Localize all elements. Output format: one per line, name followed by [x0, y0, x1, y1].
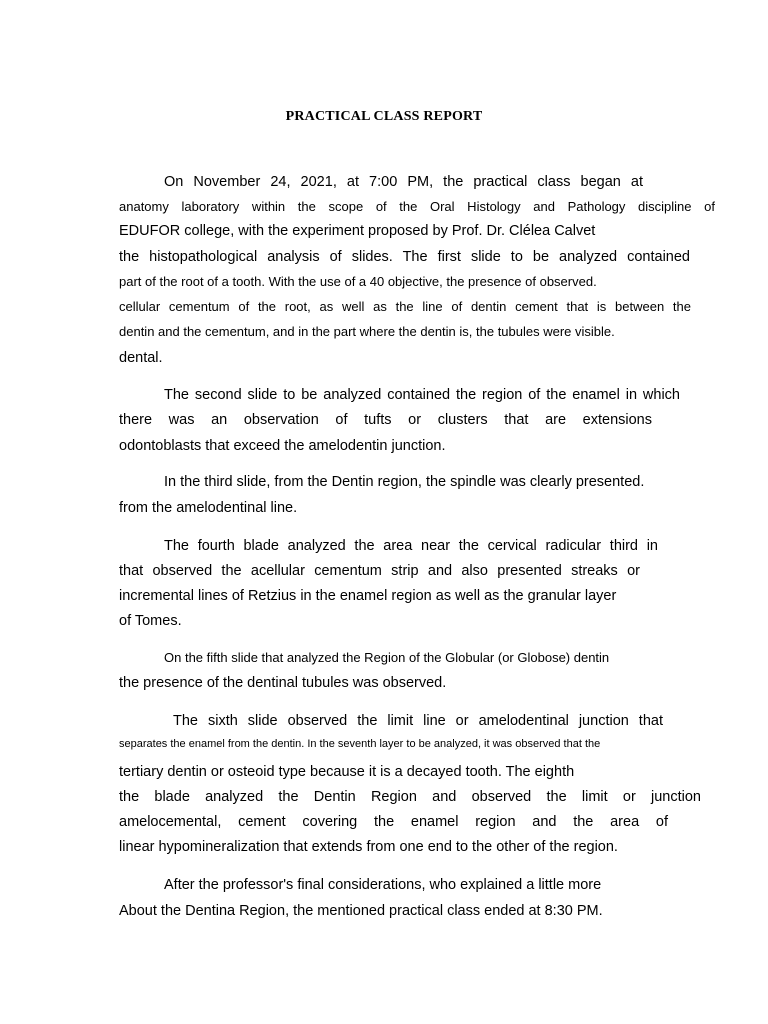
text-line: The second slide to be analyzed contained the region of the enamel in which — [164, 387, 680, 403]
text-line: amelocemental, cement covering the enamel region and the area of — [119, 814, 668, 830]
text-line: the histopathological analysis of slides. The first slide to be analyzed contained — [119, 249, 690, 265]
text-line: the presence of the dentinal tubules was observed. — [119, 675, 447, 691]
text-line: dentin and the cementum, and in the part where the dentin is, the tubules were visible. — [119, 324, 615, 339]
text-line: tertiary dentin or osteoid type because it is a decayed tooth. The eighth — [119, 764, 575, 780]
text-line: odontoblasts that exceed the amelodentin junction. — [119, 438, 446, 454]
text-line: The fourth blade analyzed the area near the cervical radicular third in — [164, 538, 658, 554]
text-line: that observed the acellular cementum strip and also presented streaks or — [119, 563, 640, 579]
text-line: On November 24, 2021, at 7:00 PM, the practical class began at — [164, 174, 643, 190]
text-line: there was an observation of tufts or clusters that are extensions — [119, 412, 652, 428]
text-line: of Tomes. — [119, 613, 182, 629]
text-line: The sixth slide observed the limit line or amelodentinal junction that — [173, 713, 663, 729]
text-line: About the Dentina Region, the mentioned practical class ended at 8:30 PM. — [119, 903, 603, 919]
text-line: the blade analyzed the Dentin Region and observed the limit or junction — [119, 789, 701, 805]
text-line: dental. — [119, 350, 163, 366]
text-line: anatomy laboratory within the scope of the Oral Histology and Pathology discipline of — [119, 199, 715, 214]
text-line: In the third slide, from the Dentin region, the spindle was clearly presented. — [164, 474, 645, 490]
text-line: cellular cementum of the root, as well as the line of dentin cement that is between the — [119, 299, 691, 314]
text-line: incremental lines of Retzius in the enamel region as well as the granular layer — [119, 588, 617, 604]
document-title: PRACTICAL CLASS REPORT — [285, 109, 483, 124]
text-line: EDUFOR college, with the experiment proposed by Prof. Dr. Clélea Calvet — [119, 223, 596, 239]
text-line: separates the enamel from the dentin. In the seventh layer to be analyzed, it was observed that the — [119, 738, 601, 750]
text-line: After the professor's final considerations, who explained a little more — [164, 877, 602, 893]
text-line: linear hypomineralization that extends from one end to the other of the region. — [119, 839, 618, 855]
text-line: from the amelodentinal line. — [119, 500, 298, 516]
text-line: part of the root of a tooth. With the use of a 40 objective, the presence of observed. — [119, 274, 597, 289]
text-line: On the fifth slide that analyzed the Region of the Globular (or Globose) dentin — [164, 650, 610, 665]
